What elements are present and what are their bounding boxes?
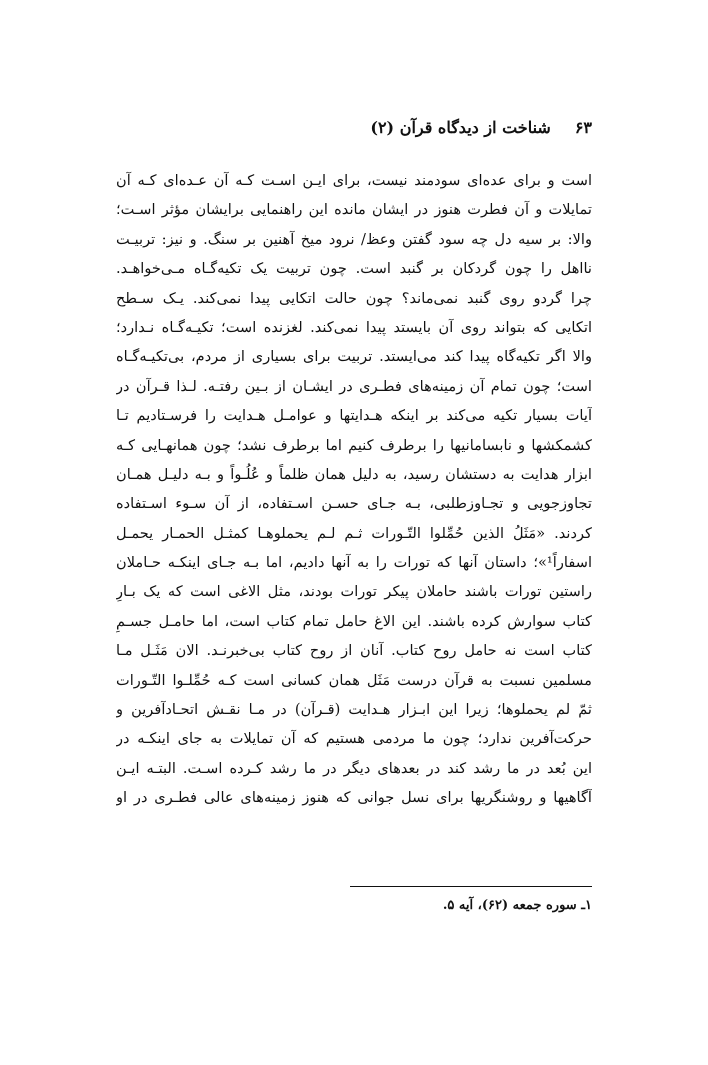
text-line: کردند. «مَثَلُ الذین حُمِّلوا التّـورات ثـم لـم یحملوهـا کمثـل الحمـار یحمـل (116, 524, 592, 542)
text-line: است؛ چون تمام آن زمینه‌های فطـری در ایشـان از بـین رفتـه. لـذا قـرآن در (116, 377, 592, 395)
text-line: این بُعد در ما رشد کند در بعدهای دیگر در ما رشد کـرده اسـت. البتـه ایـن (116, 759, 592, 777)
text-line: اسفاراً¹»؛ داستان آنها که تورات را به آنها دادیم، اما بـه جـای اینکـه حـاملان (116, 554, 592, 572)
text-line: آگاهیها و روشنگریها برای نسل جوانی که هنوز زمینه‌های عالی فطـری در او (116, 789, 592, 807)
text-line: نااهل را چون گردکان بر گنبد است. چون تربیت یک تکیه‌گـاه مـی‌خواهـد. (116, 260, 592, 278)
footnote-divider (350, 886, 592, 887)
footnote: ۱ـ سوره جمعه (۶۲)، آیه ۵. (442, 898, 592, 913)
text-line: کتاب است نه حامل روح کتاب. آنان از روح کتاب بی‌خبرنـد. الان مَثَـل مـا (116, 642, 592, 660)
text-line: ابزار هدایت به دستشان رسید، به دلیل همان ظلماً و عُلُـواً و بـه دلیـل همـان (116, 465, 592, 483)
text-line: چرا گردو روی گنبد نمی‌ماند؟ چون حالت اتکایی پیدا نمی‌کند. یـک سـطح (116, 289, 592, 307)
text-line: ثمّ لم یحملوها؛ زیرا این ابـزار هـدایت (قـرآن) در مـا نقـش اتحـادآفرین و (116, 701, 592, 719)
body-text (116, 166, 592, 813)
text-line: راستین تورات باشند حاملان پیکر تورات بودند، مثل الاغی است که یک بـارِ (116, 583, 592, 601)
page-number: ۶۳ (574, 118, 592, 137)
text-line: کتاب سوارش کرده باشند. این الاغ حامل تمام کتاب است، اما حامـل جسـمِ (116, 612, 592, 630)
text-line: مسلمین نسبت به قرآن درست مَثَل همان کسانی است کـه حُمِّلـوا التّـورات (116, 671, 592, 689)
page-header (116, 118, 592, 137)
text-line: است و برای عده‌ای سودمند نیست، برای ایـن اسـت کـه آن عـده‌ای کـه آن (116, 172, 592, 189)
running-title: شناخت از دیدگاه قرآن (۲) (370, 118, 551, 137)
text-line: اتکایی که بتواند روی آن بایستد پیدا نمی‌کند. لغزنده است؛ تکیـه‌گـاه نـدارد؛ (116, 318, 592, 336)
text-line: تمایلات و آن فطرت هنوز در ایشان مانده این راهنمایی برایشان مؤثر اسـت؛ (116, 201, 592, 219)
text-line: تجاوزجویی و تجـاوزطلبی، بـه جـای حسـن اسـتفاده، از آن سـوء اسـتفاده (116, 495, 592, 513)
text-line: والا: بر سیه دل چه سود گفتن وعظ/ نرود میخ آهنین بر سنگ. و نیز: تربیـت (116, 230, 592, 248)
text-line: کشمکشها و نابسامانیها را برطرف کنیم اما برطرف نشد؛ چون همانهـایی کـه (116, 436, 592, 454)
text-line: حرکت‌آفرین ندارد؛ چون ما مردمی هستیم که آن تمایلات به جای اینکـه در (116, 730, 592, 748)
text-line: والا اگر تکیه‌گاه پیدا کند می‌ایستد. تربیت برای بسیاری از مردم، بی‌تکیـه‌گـاه (116, 348, 592, 366)
text-line: آیات بسیار تکیه می‌کند بر اینکه هـدایتها و عوامـل هـدایت را فرسـتادیم تـا (116, 407, 592, 425)
